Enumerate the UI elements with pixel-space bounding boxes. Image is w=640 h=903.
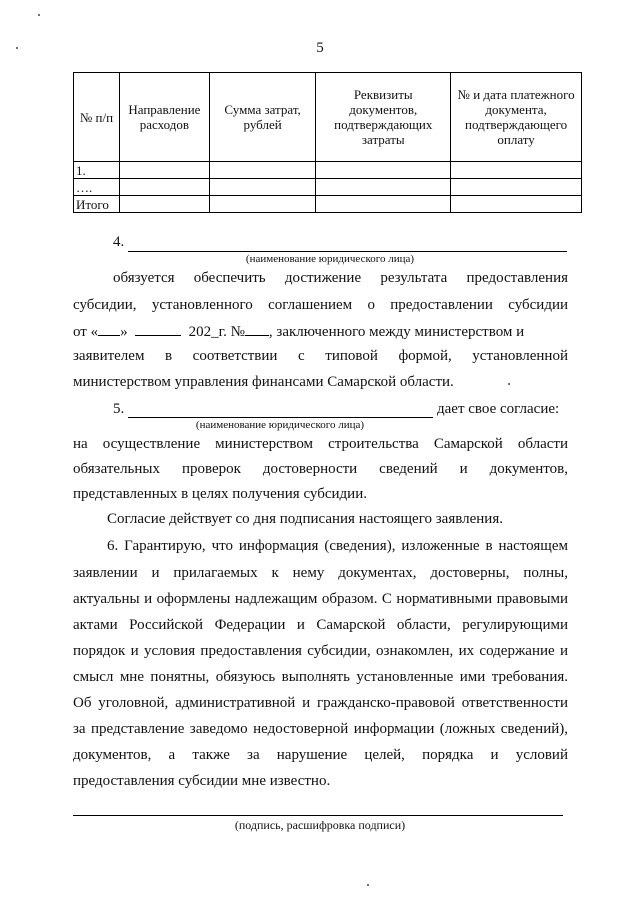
number-blank bbox=[245, 322, 269, 336]
section5-fill-line bbox=[128, 417, 433, 418]
header-payment: № и дата платежного документа, подтверждающего оплату bbox=[451, 73, 582, 162]
table-cell-total: Итого bbox=[74, 196, 120, 213]
expenses-table bbox=[73, 72, 582, 213]
table-cell: …. bbox=[74, 179, 120, 196]
section6-line-8: за представление заведомо недостоверной информации (ложных сведений), bbox=[73, 721, 568, 737]
section5-line-3: представленных в целях получения субсидии. bbox=[73, 486, 367, 502]
section4-line-2: субсидии, установленного соглашением о предоставлении субсидии bbox=[73, 297, 568, 313]
signature-caption: (подпись, расшифровка подписи) bbox=[234, 818, 406, 832]
section6-line-5: порядок и условия предоставления субсидии, ознакомлен, их содержание и bbox=[73, 643, 568, 659]
header-direction: Направление расходов bbox=[119, 73, 209, 162]
table-cell bbox=[316, 162, 451, 179]
table-cell bbox=[451, 196, 582, 213]
table-cell bbox=[209, 196, 316, 213]
table-cell bbox=[119, 162, 209, 179]
section4-line-4: министерством управления финансами Самарской области. bbox=[73, 374, 454, 390]
date-prefix: от « bbox=[73, 324, 99, 340]
table-cell bbox=[119, 196, 209, 213]
day-blank bbox=[98, 322, 120, 336]
consent-statement: Согласие действует со дня подписания настоящего заявления. bbox=[107, 511, 503, 527]
section6-line-1: 6. Гарантирую, что информация (сведения), изложенные в настоящем bbox=[107, 538, 568, 554]
table-cell bbox=[209, 162, 316, 179]
table-cell bbox=[451, 179, 582, 196]
date-suffix: , заключенного между министерством и bbox=[268, 324, 525, 340]
scan-speck bbox=[508, 383, 510, 385]
scan-speck bbox=[38, 14, 40, 16]
table-row bbox=[74, 179, 582, 196]
month-blank bbox=[135, 322, 181, 336]
header-number: № п/п bbox=[74, 73, 120, 162]
table-cell bbox=[209, 179, 316, 196]
table-row bbox=[74, 162, 582, 179]
scan-speck bbox=[367, 884, 369, 886]
section4-line-3: заявителем в соответствии с типовой формой, установленной bbox=[73, 348, 568, 364]
section6-line-9: документов, а также за нарушение целей, порядка и условий bbox=[73, 747, 568, 763]
table-row-total bbox=[74, 196, 582, 213]
header-amount: Сумма затрат, рублей bbox=[209, 73, 316, 162]
section5-number: 5. bbox=[113, 401, 125, 417]
section5-tail: дает свое согласие: bbox=[437, 401, 560, 417]
signature-line bbox=[73, 815, 563, 816]
table-cell bbox=[316, 179, 451, 196]
section5-line-1: на осуществление министерством строительства Самарской области bbox=[73, 436, 568, 452]
date-year: 202_г. № bbox=[188, 324, 245, 340]
section4-number: 4. bbox=[113, 234, 125, 250]
section5-line-2: обязательных проверок достоверности сведений и документов, bbox=[73, 461, 568, 477]
section4-line-1: обязуется обеспечить достижение результата предоставления bbox=[113, 270, 568, 286]
section6-line-3: актуальны и оформлены надлежащим образом. С нормативными правовыми bbox=[73, 591, 568, 607]
section6-line-2: заявлении и прилагаемых к нему документах, достоверны, полны, bbox=[73, 565, 568, 581]
section5-caption: (наименование юридического лица) bbox=[195, 419, 365, 431]
table-header-row bbox=[74, 73, 582, 162]
section6-line-4: актами Российской Федерации и Самарской области, регулирующими bbox=[73, 617, 568, 633]
page-number: 5 bbox=[316, 40, 324, 56]
table-cell: 1. bbox=[74, 162, 120, 179]
table-cell bbox=[451, 162, 582, 179]
section4-caption: (наименование юридического лица) bbox=[245, 253, 415, 265]
section6-line-6: смысл мне понятны, обязуюсь выполнять установленные ими требования. bbox=[73, 669, 568, 685]
table-cell bbox=[316, 196, 451, 213]
header-documents: Реквизиты документов, подтверждающих затраты bbox=[316, 73, 451, 162]
section4-date-line bbox=[73, 322, 524, 341]
date-mid: » bbox=[120, 324, 128, 340]
section4-fill-line bbox=[128, 251, 567, 252]
table-cell bbox=[119, 179, 209, 196]
section6-line-7: Об уголовной, административной и гражданско-правовой ответственности bbox=[73, 695, 568, 711]
section6-line-10: предоставления субсидии мне известно. bbox=[73, 773, 331, 789]
